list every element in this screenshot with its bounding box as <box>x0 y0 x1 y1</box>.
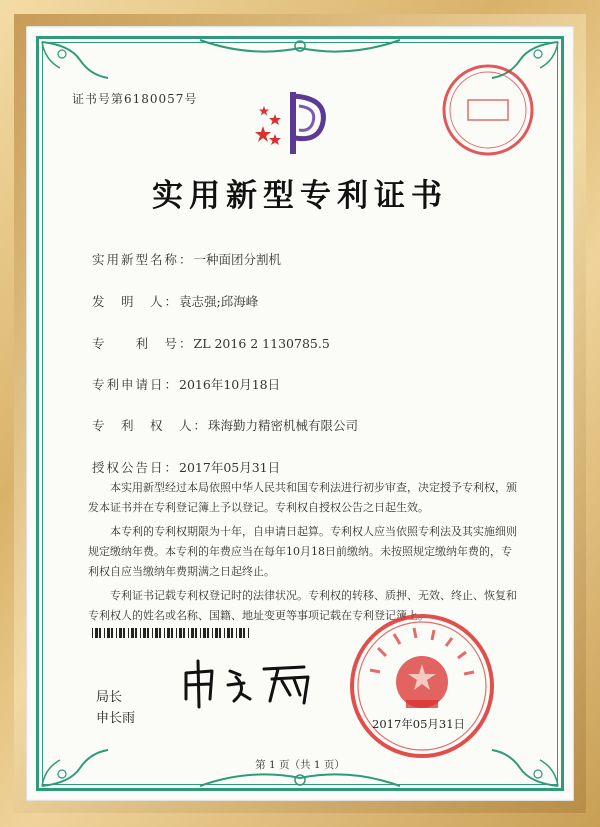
director-name: 申长雨 <box>96 711 136 726</box>
field-label: 专 利 号： <box>92 336 194 351</box>
patent-office-logo-icon <box>255 88 335 158</box>
field-value: 一种面团分割机 <box>193 252 282 267</box>
seal-date: 2017年05月31日 <box>372 717 466 731</box>
body-paragraph: 本专利的专利权期限为十年，自申请日起算。专利权人应当依照专利法及其实施细则规定缴纳年费。本专利的年费应当在每年10月18日前缴纳。未按照规定缴纳年费的，专利权自应当缴纳年费期满之日起终止。 <box>88 525 517 578</box>
director-signature-icon <box>178 655 328 710</box>
director-title: 局长 <box>96 690 123 705</box>
field-patent-number <box>92 334 330 352</box>
field-label: 实用新型名称： <box>92 252 194 267</box>
field-label: 发 明 人： <box>92 294 180 309</box>
field-value: 2017年05月31日 <box>179 460 281 475</box>
field-utility-model-name <box>92 250 281 268</box>
field-grant-date <box>92 458 280 476</box>
field-inventors <box>92 292 258 310</box>
official-seal-icon <box>348 612 496 760</box>
body-paragraph: 本实用新型经过本局依照中华人民共和国专利法进行初步审查，决定授予专利权，颁发本证书并在专利登记簿上予以登记。专利权自授权公告之日起生效。 <box>88 481 517 514</box>
field-value: 珠海勤力精密机械有限公司 <box>208 418 359 433</box>
field-label: 授权公告日： <box>92 460 180 475</box>
page-number: 第 1 页（共 1 页） <box>255 759 345 771</box>
field-label: 专利申请日： <box>92 377 180 392</box>
field-patentee <box>92 416 358 434</box>
certificate-body <box>88 478 518 630</box>
field-value: 2016年10月18日 <box>179 377 281 392</box>
body-paragraph: 专利证书记载专利权登记时的法律状况。专利权的转移、质押、无效、终止、恢复和专利权人的姓名或名称、国籍、地址变更等事项记载在专利登记簿上。 <box>88 589 517 622</box>
field-value: ZL 2016 2 1130785.5 <box>193 336 330 351</box>
field-application-date <box>92 375 280 393</box>
certificate-number: 证书号第6180057号 <box>72 92 198 106</box>
top-ornament-icon <box>200 36 400 58</box>
top-seal-icon <box>438 60 538 160</box>
certificate-title: 实用新型专利证书 <box>152 178 448 214</box>
barcode-icon <box>92 628 252 638</box>
field-value: 袁志强;邱海峰 <box>179 294 259 309</box>
corner-ornament-icon <box>40 40 110 80</box>
field-label: 专 利 权 人： <box>92 418 209 433</box>
